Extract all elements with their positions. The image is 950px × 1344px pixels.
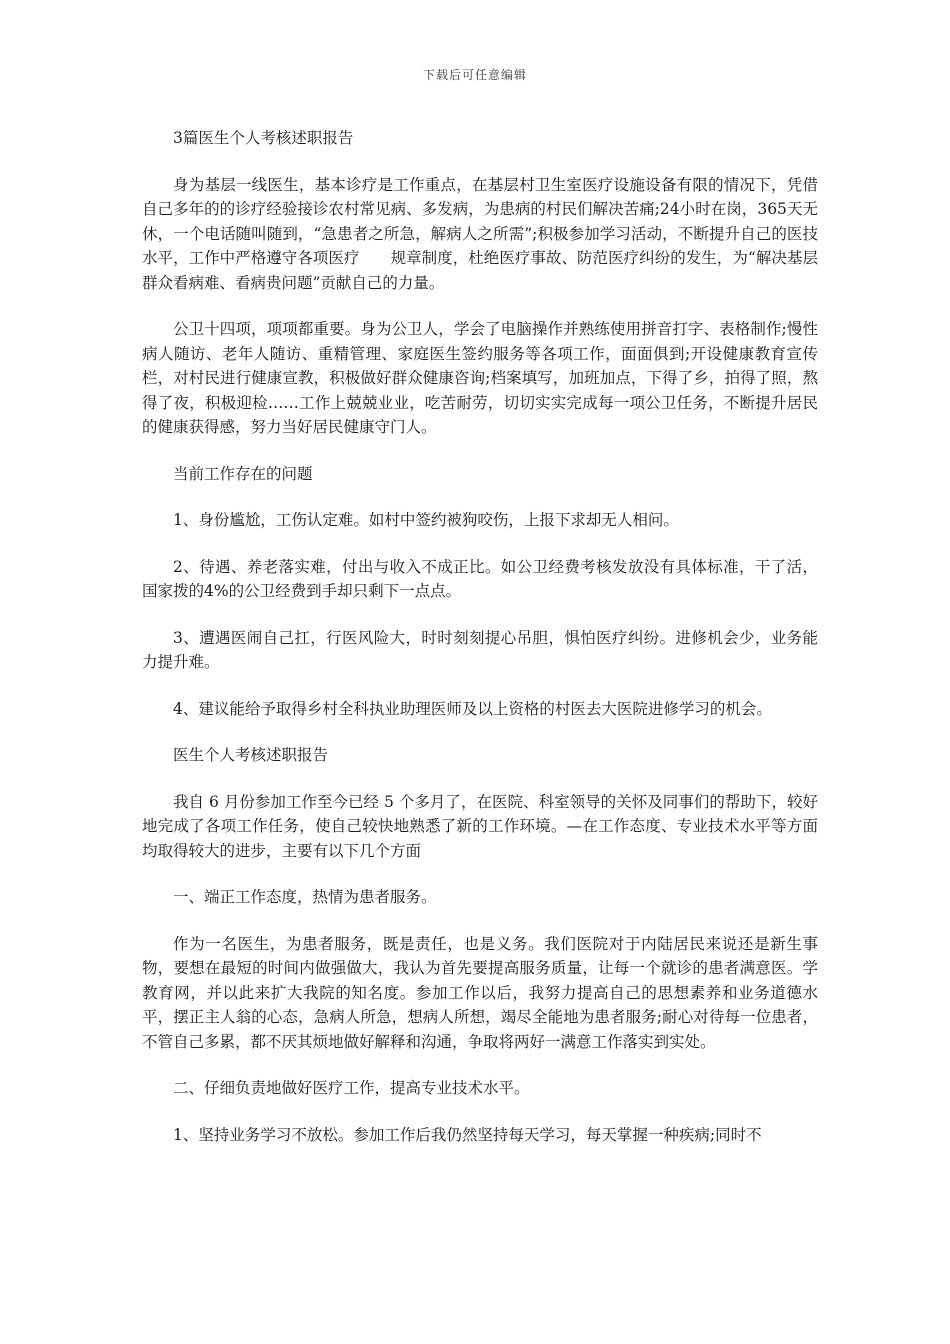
problem-item-2: 2、待遇、养老落实难，付出与收入不成正比。如公卫经费考核发放没有具体标准，干了活，国家拨的4%的公卫经费到手却只剩下一点点。	[142, 557, 818, 600]
section-heading-report: 医生个人考核述职报告	[173, 746, 329, 764]
section-heading-problems: 当前工作存在的问题	[173, 464, 313, 483]
section-heading-attitude: 一、端正工作态度，热情为患者服务。	[173, 888, 437, 906]
paragraph-public-health: 公卫十四项，项项都重要。身为公卫人，学会了电脑操作并熟练使用拼音打字、表格制作;慢性病人随访、老年人随访、重精管理、家庭医生签约服务等各项工作，面面俱到;开设健康教育宣传栏，对村民进行健康宣教，积极做好群众健康咨询;档案填写，加班加点，下得了乡，拍得了照，熬得了夜，积极迎检……工作上兢兢业业，吃苦耐劳，切切实实完成每一项公卫任务，不断提升居民的健康获得感，努力当好居民健康守门人。	[142, 320, 818, 436]
document-title: 3篇医生个人考核述职报告	[173, 129, 354, 147]
problem-item-3: 3、遭遇医闹自己扛，行医风险大，时时刻刻提心吊胆，惧怕医疗纠纷。进修机会少，业务能力提升难。	[142, 628, 818, 671]
paragraph-attitude: 作为一名医生，为患者服务，既是责任，也是义务。我们医院对于内陆居民来说还是新生事物，要想在最短的时间内做强做大，我认为首先要提高服务质量，让每一个就诊的患者满意医。学教育网，并以此来扩大我院的知名度。参加工作以后，我努力提高自己的思想素养和业务道德水平，摆正主人翁的心态，急病人所急，想病人所想，竭尽全能地为患者服务;耐心对待每一位患者，不管自己多累，都不厌其烦地做好解释和沟通，争取将两好一满意工作落实到实处。	[142, 934, 818, 1051]
paragraph-study: 1、坚持业务学习不放松。参加工作后我仍然坚持每天学习，每天掌握一种疾病;同时不	[173, 1125, 762, 1144]
header-note: 下载后可任意编辑	[422, 68, 527, 82]
problem-item-4: 4、建议能给予取得乡村全科执业助理医师及以上资格的村医去大医院进修学习的机会。	[173, 699, 772, 718]
paragraph-basic-diagnosis: 身为基层一线医生，基本诊疗是工作重点，在基层村卫生室医疗设施设备有限的情况下，凭借自己多年的的诊疗经验接诊农村常见病、多发病，为患病的村民们解决苦痛;24小时在岗，365天无休，一个电话随叫随到，“急患者之所急，解病人之所需”;积极参加学习活动，不断提升自己的医技水平，工作中严格遵守各项医疗 规章制度，杜绝医疗事故、防范医疗纠纷的发生，为“解决基层群众看病难、看病贵问题”贡献自己的力量。	[142, 175, 818, 292]
problem-item-1: 1、身份尴尬，工伤认定难。如村中签约被狗咬伤，上报下求却无人相问。	[173, 511, 679, 529]
paragraph-intro: 我自 6 月份参加工作至今已经 5 个多月了，在医院、科室领导的关怀及同事们的帮助下，较好地完成了各项工作任务，使自己较快地熟悉了新的工作环境。—在工作态度、专业技术水平等方面均取得较大的进步，主要有以下几个方面	[142, 792, 818, 860]
section-heading-medical-work: 二、仔细负责地做好医疗工作，提高专业技术水平。	[173, 1079, 530, 1097]
document-body	[142, 126, 818, 1169]
